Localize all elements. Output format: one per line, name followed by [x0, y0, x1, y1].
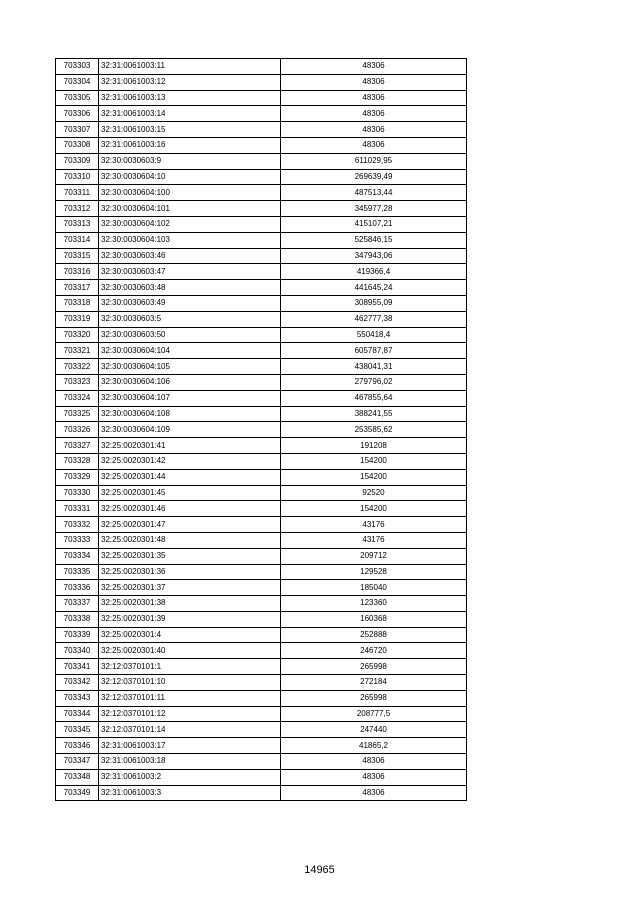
value-cell: 48306 — [281, 122, 467, 138]
table-row — [56, 343, 467, 359]
value-cell: 48306 — [281, 74, 467, 90]
row-id-cell: 703316 — [56, 264, 99, 280]
value-cell: 129528 — [281, 564, 467, 580]
row-id-cell: 703310 — [56, 169, 99, 185]
row-id-cell: 703337 — [56, 596, 99, 612]
value-cell: 611029,95 — [281, 153, 467, 169]
cadastral-number-cell: 32:30:0030604:100 — [99, 185, 281, 201]
table-row — [56, 122, 467, 138]
cadastral-number-cell: 32:25:0020301:45 — [99, 485, 281, 501]
value-cell: 48306 — [281, 90, 467, 106]
table-row — [56, 738, 467, 754]
table-row — [56, 59, 467, 75]
registry-table — [55, 58, 467, 801]
row-id-cell: 703324 — [56, 390, 99, 406]
table-row — [56, 248, 467, 264]
table-row — [56, 232, 467, 248]
value-cell: 308955,09 — [281, 295, 467, 311]
row-id-cell: 703336 — [56, 580, 99, 596]
row-id-cell: 703304 — [56, 74, 99, 90]
row-id-cell: 703330 — [56, 485, 99, 501]
table-row — [56, 311, 467, 327]
row-id-cell: 703308 — [56, 137, 99, 153]
value-cell: 41865,2 — [281, 738, 467, 754]
row-id-cell: 703347 — [56, 754, 99, 770]
value-cell: 48306 — [281, 769, 467, 785]
table-row — [56, 580, 467, 596]
value-cell: 347943,06 — [281, 248, 467, 264]
row-id-cell: 703338 — [56, 611, 99, 627]
table-row — [56, 374, 467, 390]
cadastral-number-cell: 32:30:0030604:104 — [99, 343, 281, 359]
row-id-cell: 703345 — [56, 722, 99, 738]
cadastral-number-cell: 32:12:0370101:11 — [99, 690, 281, 706]
cadastral-number-cell: 32:31:0061003:3 — [99, 785, 281, 801]
cadastral-number-cell: 32:30:0030604:102 — [99, 216, 281, 232]
table-row — [56, 611, 467, 627]
table-row — [56, 169, 467, 185]
row-id-cell: 703328 — [56, 453, 99, 469]
cadastral-number-cell: 32:31:0061003:12 — [99, 74, 281, 90]
row-id-cell: 703327 — [56, 438, 99, 454]
table-row — [56, 469, 467, 485]
value-cell: 462777,38 — [281, 311, 467, 327]
row-id-cell: 703332 — [56, 517, 99, 533]
value-cell: 388241,55 — [281, 406, 467, 422]
row-id-cell: 703326 — [56, 422, 99, 438]
cadastral-number-cell: 32:31:0061003:17 — [99, 738, 281, 754]
table-row — [56, 90, 467, 106]
cadastral-number-cell: 32:30:0030603:48 — [99, 280, 281, 296]
row-id-cell: 703313 — [56, 216, 99, 232]
value-cell: 48306 — [281, 59, 467, 75]
cadastral-number-cell: 32:25:0020301:40 — [99, 643, 281, 659]
value-cell: 154200 — [281, 469, 467, 485]
cadastral-number-cell: 32:30:0030604:101 — [99, 201, 281, 217]
table-row — [56, 264, 467, 280]
table-row — [56, 690, 467, 706]
cadastral-number-cell: 32:30:0030604:105 — [99, 359, 281, 375]
value-cell: 48306 — [281, 137, 467, 153]
table-row — [56, 216, 467, 232]
cadastral-number-cell: 32:30:0030603:47 — [99, 264, 281, 280]
value-cell: 154200 — [281, 453, 467, 469]
cadastral-number-cell: 32:25:0020301:48 — [99, 532, 281, 548]
cadastral-number-cell: 32:25:0020301:44 — [99, 469, 281, 485]
value-cell: 92520 — [281, 485, 467, 501]
cadastral-number-cell: 32:30:0030604:109 — [99, 422, 281, 438]
cadastral-number-cell: 32:25:0020301:41 — [99, 438, 281, 454]
row-id-cell: 703344 — [56, 706, 99, 722]
table-row — [56, 722, 467, 738]
row-id-cell: 703335 — [56, 564, 99, 580]
value-cell: 253585,62 — [281, 422, 467, 438]
value-cell: 48306 — [281, 785, 467, 801]
table-row — [56, 754, 467, 770]
row-id-cell: 703348 — [56, 769, 99, 785]
table-row — [56, 517, 467, 533]
table-row — [56, 359, 467, 375]
table-row — [56, 185, 467, 201]
value-cell: 160368 — [281, 611, 467, 627]
value-cell: 246720 — [281, 643, 467, 659]
table-row — [56, 627, 467, 643]
value-cell: 185040 — [281, 580, 467, 596]
row-id-cell: 703311 — [56, 185, 99, 201]
row-id-cell: 703331 — [56, 501, 99, 517]
cadastral-number-cell: 32:25:0020301:4 — [99, 627, 281, 643]
table-row — [56, 106, 467, 122]
value-cell: 419366,4 — [281, 264, 467, 280]
row-id-cell: 703340 — [56, 643, 99, 659]
table-row — [56, 485, 467, 501]
cadastral-number-cell: 32:31:0061003:13 — [99, 90, 281, 106]
row-id-cell: 703333 — [56, 532, 99, 548]
value-cell: 208777,5 — [281, 706, 467, 722]
table-row — [56, 153, 467, 169]
table-row — [56, 548, 467, 564]
table-row — [56, 295, 467, 311]
cadastral-number-cell: 32:30:0030603:9 — [99, 153, 281, 169]
row-id-cell: 703329 — [56, 469, 99, 485]
cadastral-number-cell: 32:30:0030603:50 — [99, 327, 281, 343]
cadastral-number-cell: 32:31:0061003:2 — [99, 769, 281, 785]
value-cell: 441645,24 — [281, 280, 467, 296]
cadastral-number-cell: 32:30:0030604:108 — [99, 406, 281, 422]
row-id-cell: 703322 — [56, 359, 99, 375]
row-id-cell: 703346 — [56, 738, 99, 754]
row-id-cell: 703339 — [56, 627, 99, 643]
cadastral-number-cell: 32:25:0020301:46 — [99, 501, 281, 517]
value-cell: 48306 — [281, 754, 467, 770]
cadastral-number-cell: 32:30:0030604:106 — [99, 374, 281, 390]
table-row — [56, 596, 467, 612]
value-cell: 154200 — [281, 501, 467, 517]
page-number: 14965 — [304, 864, 335, 876]
table-row — [56, 532, 467, 548]
cadastral-number-cell: 32:30:0030604:103 — [99, 232, 281, 248]
table-row — [56, 453, 467, 469]
row-id-cell: 703315 — [56, 248, 99, 264]
table-row — [56, 327, 467, 343]
value-cell: 279796,02 — [281, 374, 467, 390]
value-cell: 487513,44 — [281, 185, 467, 201]
row-id-cell: 703334 — [56, 548, 99, 564]
table-row — [56, 501, 467, 517]
cadastral-number-cell: 32:25:0020301:35 — [99, 548, 281, 564]
cadastral-number-cell: 32:12:0370101:1 — [99, 659, 281, 675]
cadastral-number-cell: 32:31:0061003:15 — [99, 122, 281, 138]
value-cell: 43176 — [281, 517, 467, 533]
cadastral-number-cell: 32:30:0030603:46 — [99, 248, 281, 264]
registry-table-body — [56, 59, 467, 801]
table-row — [56, 74, 467, 90]
cadastral-number-cell: 32:31:0061003:14 — [99, 106, 281, 122]
row-id-cell: 703303 — [56, 59, 99, 75]
value-cell: 438041,31 — [281, 359, 467, 375]
cadastral-number-cell: 32:30:0030603:49 — [99, 295, 281, 311]
cadastral-number-cell: 32:30:0030603:5 — [99, 311, 281, 327]
value-cell: 252888 — [281, 627, 467, 643]
table-row — [56, 137, 467, 153]
value-cell: 550418,4 — [281, 327, 467, 343]
row-id-cell: 703306 — [56, 106, 99, 122]
cadastral-number-cell: 32:12:0370101:12 — [99, 706, 281, 722]
cadastral-number-cell: 32:25:0020301:36 — [99, 564, 281, 580]
row-id-cell: 703309 — [56, 153, 99, 169]
value-cell: 123360 — [281, 596, 467, 612]
row-id-cell: 703321 — [56, 343, 99, 359]
cadastral-number-cell: 32:31:0061003:11 — [99, 59, 281, 75]
row-id-cell: 703320 — [56, 327, 99, 343]
table-row — [56, 659, 467, 675]
cadastral-number-cell: 32:12:0370101:10 — [99, 675, 281, 691]
table-row — [56, 390, 467, 406]
value-cell: 605787,87 — [281, 343, 467, 359]
table-row — [56, 438, 467, 454]
cadastral-number-cell: 32:12:0370101:14 — [99, 722, 281, 738]
row-id-cell: 703307 — [56, 122, 99, 138]
value-cell: 269639,49 — [281, 169, 467, 185]
row-id-cell: 703325 — [56, 406, 99, 422]
value-cell: 209712 — [281, 548, 467, 564]
cadastral-number-cell: 32:25:0020301:37 — [99, 580, 281, 596]
table-row — [56, 406, 467, 422]
value-cell: 272184 — [281, 675, 467, 691]
row-id-cell: 703342 — [56, 675, 99, 691]
value-cell: 191208 — [281, 438, 467, 454]
row-id-cell: 703318 — [56, 295, 99, 311]
cadastral-number-cell: 32:31:0061003:18 — [99, 754, 281, 770]
table-row — [56, 706, 467, 722]
cadastral-number-cell: 32:25:0020301:38 — [99, 596, 281, 612]
row-id-cell: 703341 — [56, 659, 99, 675]
cadastral-number-cell: 32:30:0030604:10 — [99, 169, 281, 185]
row-id-cell: 703343 — [56, 690, 99, 706]
value-cell: 265998 — [281, 659, 467, 675]
row-id-cell: 703349 — [56, 785, 99, 801]
value-cell: 43176 — [281, 532, 467, 548]
row-id-cell: 703312 — [56, 201, 99, 217]
cadastral-number-cell: 32:25:0020301:42 — [99, 453, 281, 469]
row-id-cell: 703319 — [56, 311, 99, 327]
value-cell: 247440 — [281, 722, 467, 738]
cadastral-number-cell: 32:25:0020301:47 — [99, 517, 281, 533]
value-cell: 415107,21 — [281, 216, 467, 232]
value-cell: 525846,15 — [281, 232, 467, 248]
cadastral-number-cell: 32:25:0020301:39 — [99, 611, 281, 627]
table-row — [56, 769, 467, 785]
table-row — [56, 643, 467, 659]
table-row — [56, 201, 467, 217]
row-id-cell: 703305 — [56, 90, 99, 106]
table-row — [56, 422, 467, 438]
table-row — [56, 564, 467, 580]
table-row — [56, 785, 467, 801]
cadastral-number-cell: 32:30:0030604:107 — [99, 390, 281, 406]
row-id-cell: 703323 — [56, 374, 99, 390]
value-cell: 48306 — [281, 106, 467, 122]
table-row — [56, 280, 467, 296]
row-id-cell: 703314 — [56, 232, 99, 248]
value-cell: 467855,64 — [281, 390, 467, 406]
table-row — [56, 675, 467, 691]
value-cell: 265998 — [281, 690, 467, 706]
row-id-cell: 703317 — [56, 280, 99, 296]
value-cell: 345977,28 — [281, 201, 467, 217]
cadastral-number-cell: 32:31:0061003:16 — [99, 137, 281, 153]
